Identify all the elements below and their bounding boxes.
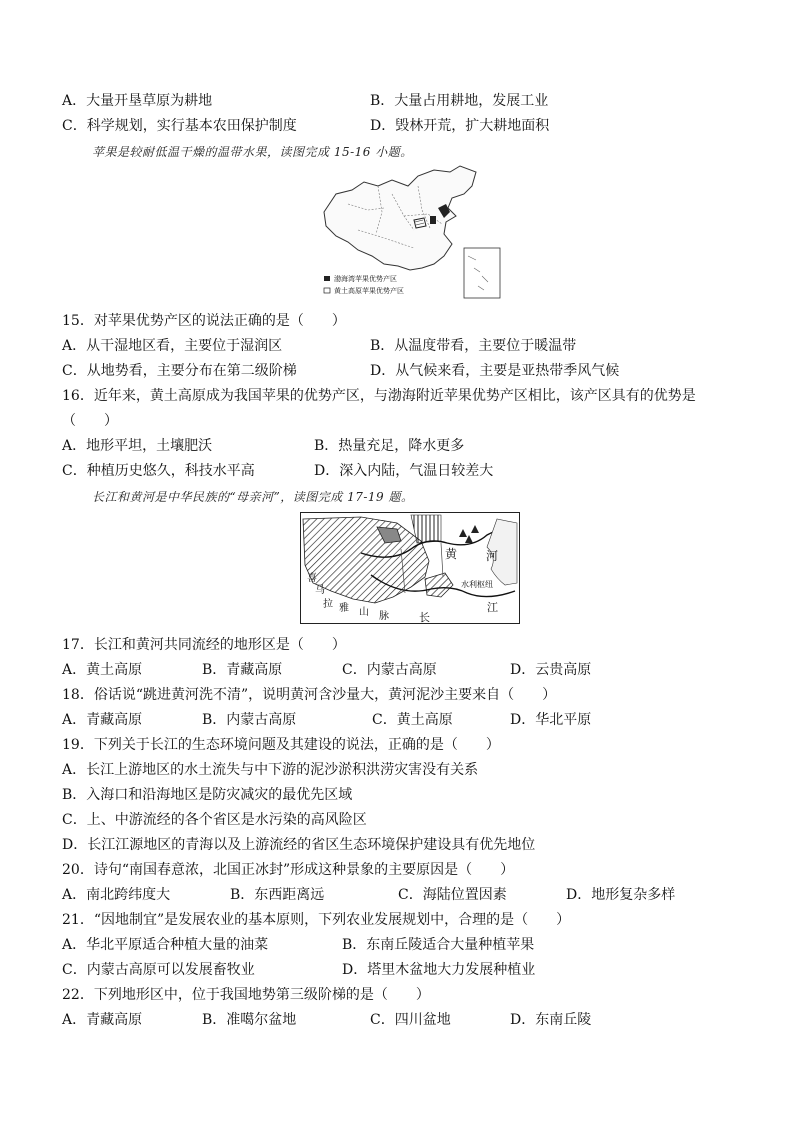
q22-option-a: A．青藏高原 bbox=[62, 1012, 143, 1028]
label-mai: 脉 bbox=[379, 611, 389, 622]
q17-option-c: C．内蒙古高原 bbox=[342, 662, 437, 678]
legend-swatch-bohai bbox=[324, 276, 330, 281]
q14-option-d: D．毁林开荒，扩大耕地面积 bbox=[370, 118, 550, 134]
label-shuili: 水利枢纽 bbox=[461, 580, 493, 589]
q14-option-a: A．大量开垦草原为耕地 bbox=[62, 93, 213, 109]
q19-option-d: D．长江江源地区的青海以及上游流经的省区生态环境保护建设具有优先地位 bbox=[62, 837, 536, 853]
q16-option-a: A．地形平坦，土壤肥沃 bbox=[62, 438, 213, 454]
q14-option-b: B．大量占用耕地，发展工业 bbox=[370, 93, 549, 109]
legend-swatch-loess bbox=[324, 288, 330, 293]
q21-option-d: D．塔里木盆地大力发展种植业 bbox=[342, 962, 536, 978]
legend-bohai: 渤海湾苹果优势产区 bbox=[334, 275, 397, 283]
q20-option-a: A．南北跨纬度大 bbox=[62, 887, 171, 903]
q15-stem: 15．对苹果优势产区的说法正确的是（ ） bbox=[62, 313, 346, 329]
q21-option-b: B．东南丘陵适合大量种植苹果 bbox=[342, 937, 535, 953]
q21-stem: 21．“因地制宜”是发展农业的基本原则，下列农业发展规划中，合理的是（ ） bbox=[62, 912, 571, 928]
q18-option-c: C．黄土高原 bbox=[372, 712, 453, 728]
q18-option-b: B．内蒙古高原 bbox=[202, 712, 297, 728]
q15-option-d: D．从气候来看，主要是亚热带季风气候 bbox=[370, 363, 620, 379]
q20-option-c: C．海陆位置因素 bbox=[398, 887, 507, 903]
q18-stem: 18．俗话说“跳进黄河洗不清”，说明黄河含沙量大，黄河泥沙主要来自（ ） bbox=[62, 687, 557, 703]
q17-option-b: B．青藏高原 bbox=[202, 662, 283, 678]
q22-stem: 22．下列地形区中，位于我国地势第三级阶梯的是（ ） bbox=[62, 987, 430, 1003]
q17-option-a: A．黄土高原 bbox=[62, 662, 143, 678]
q15-option-a: A．从干湿地区看，主要位于湿润区 bbox=[62, 338, 283, 354]
q20-option-b: B．东西距离远 bbox=[230, 887, 325, 903]
q15-option-b: B．从温度带看，主要位于暖温带 bbox=[370, 338, 577, 354]
q21-option-a: A．华北平原适合种植大量的油菜 bbox=[62, 937, 269, 953]
label-la: 拉 bbox=[323, 599, 333, 610]
intro-rivers: 长江和黄河是中华民族的“母亲河”，读图完成 17-19 题。 bbox=[92, 490, 414, 504]
q15-option-c: C．从地势看，主要分布在第二级阶梯 bbox=[62, 363, 297, 379]
q20-stem: 20．诗句“南国春意浓，北国正冰封”形成这种景象的主要原因是（ ） bbox=[62, 862, 515, 878]
q16-option-c: C．种植历史悠久，科技水平高 bbox=[62, 463, 255, 479]
q22-option-d: D．东南丘陵 bbox=[510, 1012, 592, 1028]
label-shan: 山 bbox=[359, 607, 369, 618]
q16-stem: 16．近年来，黄土高原成为我国苹果的优势产区，与渤海附近苹果优势产区相比，该产区具有的优势是 bbox=[62, 388, 696, 404]
china-apple-map bbox=[318, 164, 508, 302]
label-huang: 黄 bbox=[445, 547, 458, 561]
bohai-region-mark-2 bbox=[430, 216, 436, 224]
q19-option-b: B．入海口和沿海地区是防灾减灾的最优先区域 bbox=[62, 787, 353, 803]
q19-option-c: C．上、中游流经的各个省区是水污染的高风险区 bbox=[62, 812, 367, 828]
label-he: 河 bbox=[486, 549, 499, 563]
label-jiang: 江 bbox=[487, 601, 498, 614]
label-chang: 长 bbox=[419, 611, 430, 624]
intro-apple: 苹果是较耐低温干燥的温带水果，读图完成 15-16 小题。 bbox=[92, 145, 413, 159]
label-ya: 雅 bbox=[339, 603, 349, 614]
q18-option-a: A．青藏高原 bbox=[62, 712, 143, 728]
rivers-map bbox=[300, 512, 520, 624]
south-sea-inset bbox=[464, 248, 500, 298]
label-xi: 喜 bbox=[307, 573, 317, 584]
q22-option-b: B．准噶尔盆地 bbox=[202, 1012, 297, 1028]
q22-option-c: C．四川盆地 bbox=[370, 1012, 451, 1028]
q20-option-d: D．地形复杂多样 bbox=[566, 887, 676, 903]
q19-stem: 19．下列关于长江的生态环境问题及其建设的说法，正确的是（ ） bbox=[62, 737, 500, 753]
q14-option-c: C．科学规划，实行基本农田保护制度 bbox=[62, 118, 297, 134]
q16-option-d: D．深入内陆，气温日较差大 bbox=[314, 463, 494, 479]
q16-option-b: B．热量充足，降水更多 bbox=[314, 438, 465, 454]
q21-option-c: C．内蒙古高原可以发展畜牧业 bbox=[62, 962, 255, 978]
legend-loess: 黄土高原苹果优势产区 bbox=[334, 287, 404, 295]
q16-stem-blank: （ ） bbox=[62, 413, 118, 429]
q18-option-d: D．华北平原 bbox=[510, 712, 592, 728]
china-outline bbox=[324, 166, 476, 270]
q17-option-d: D．云贵高原 bbox=[510, 662, 592, 678]
tree-symbols bbox=[459, 525, 479, 543]
q19-option-a: A．长江上游地区的水土流失与中下游的泥沙淤积洪涝灾害没有关系 bbox=[62, 762, 479, 778]
sichuan-basin bbox=[425, 573, 453, 597]
q17-stem: 17．长江和黄河共同流经的地形区是（ ） bbox=[62, 637, 346, 653]
label-ma: 马 bbox=[315, 585, 325, 596]
